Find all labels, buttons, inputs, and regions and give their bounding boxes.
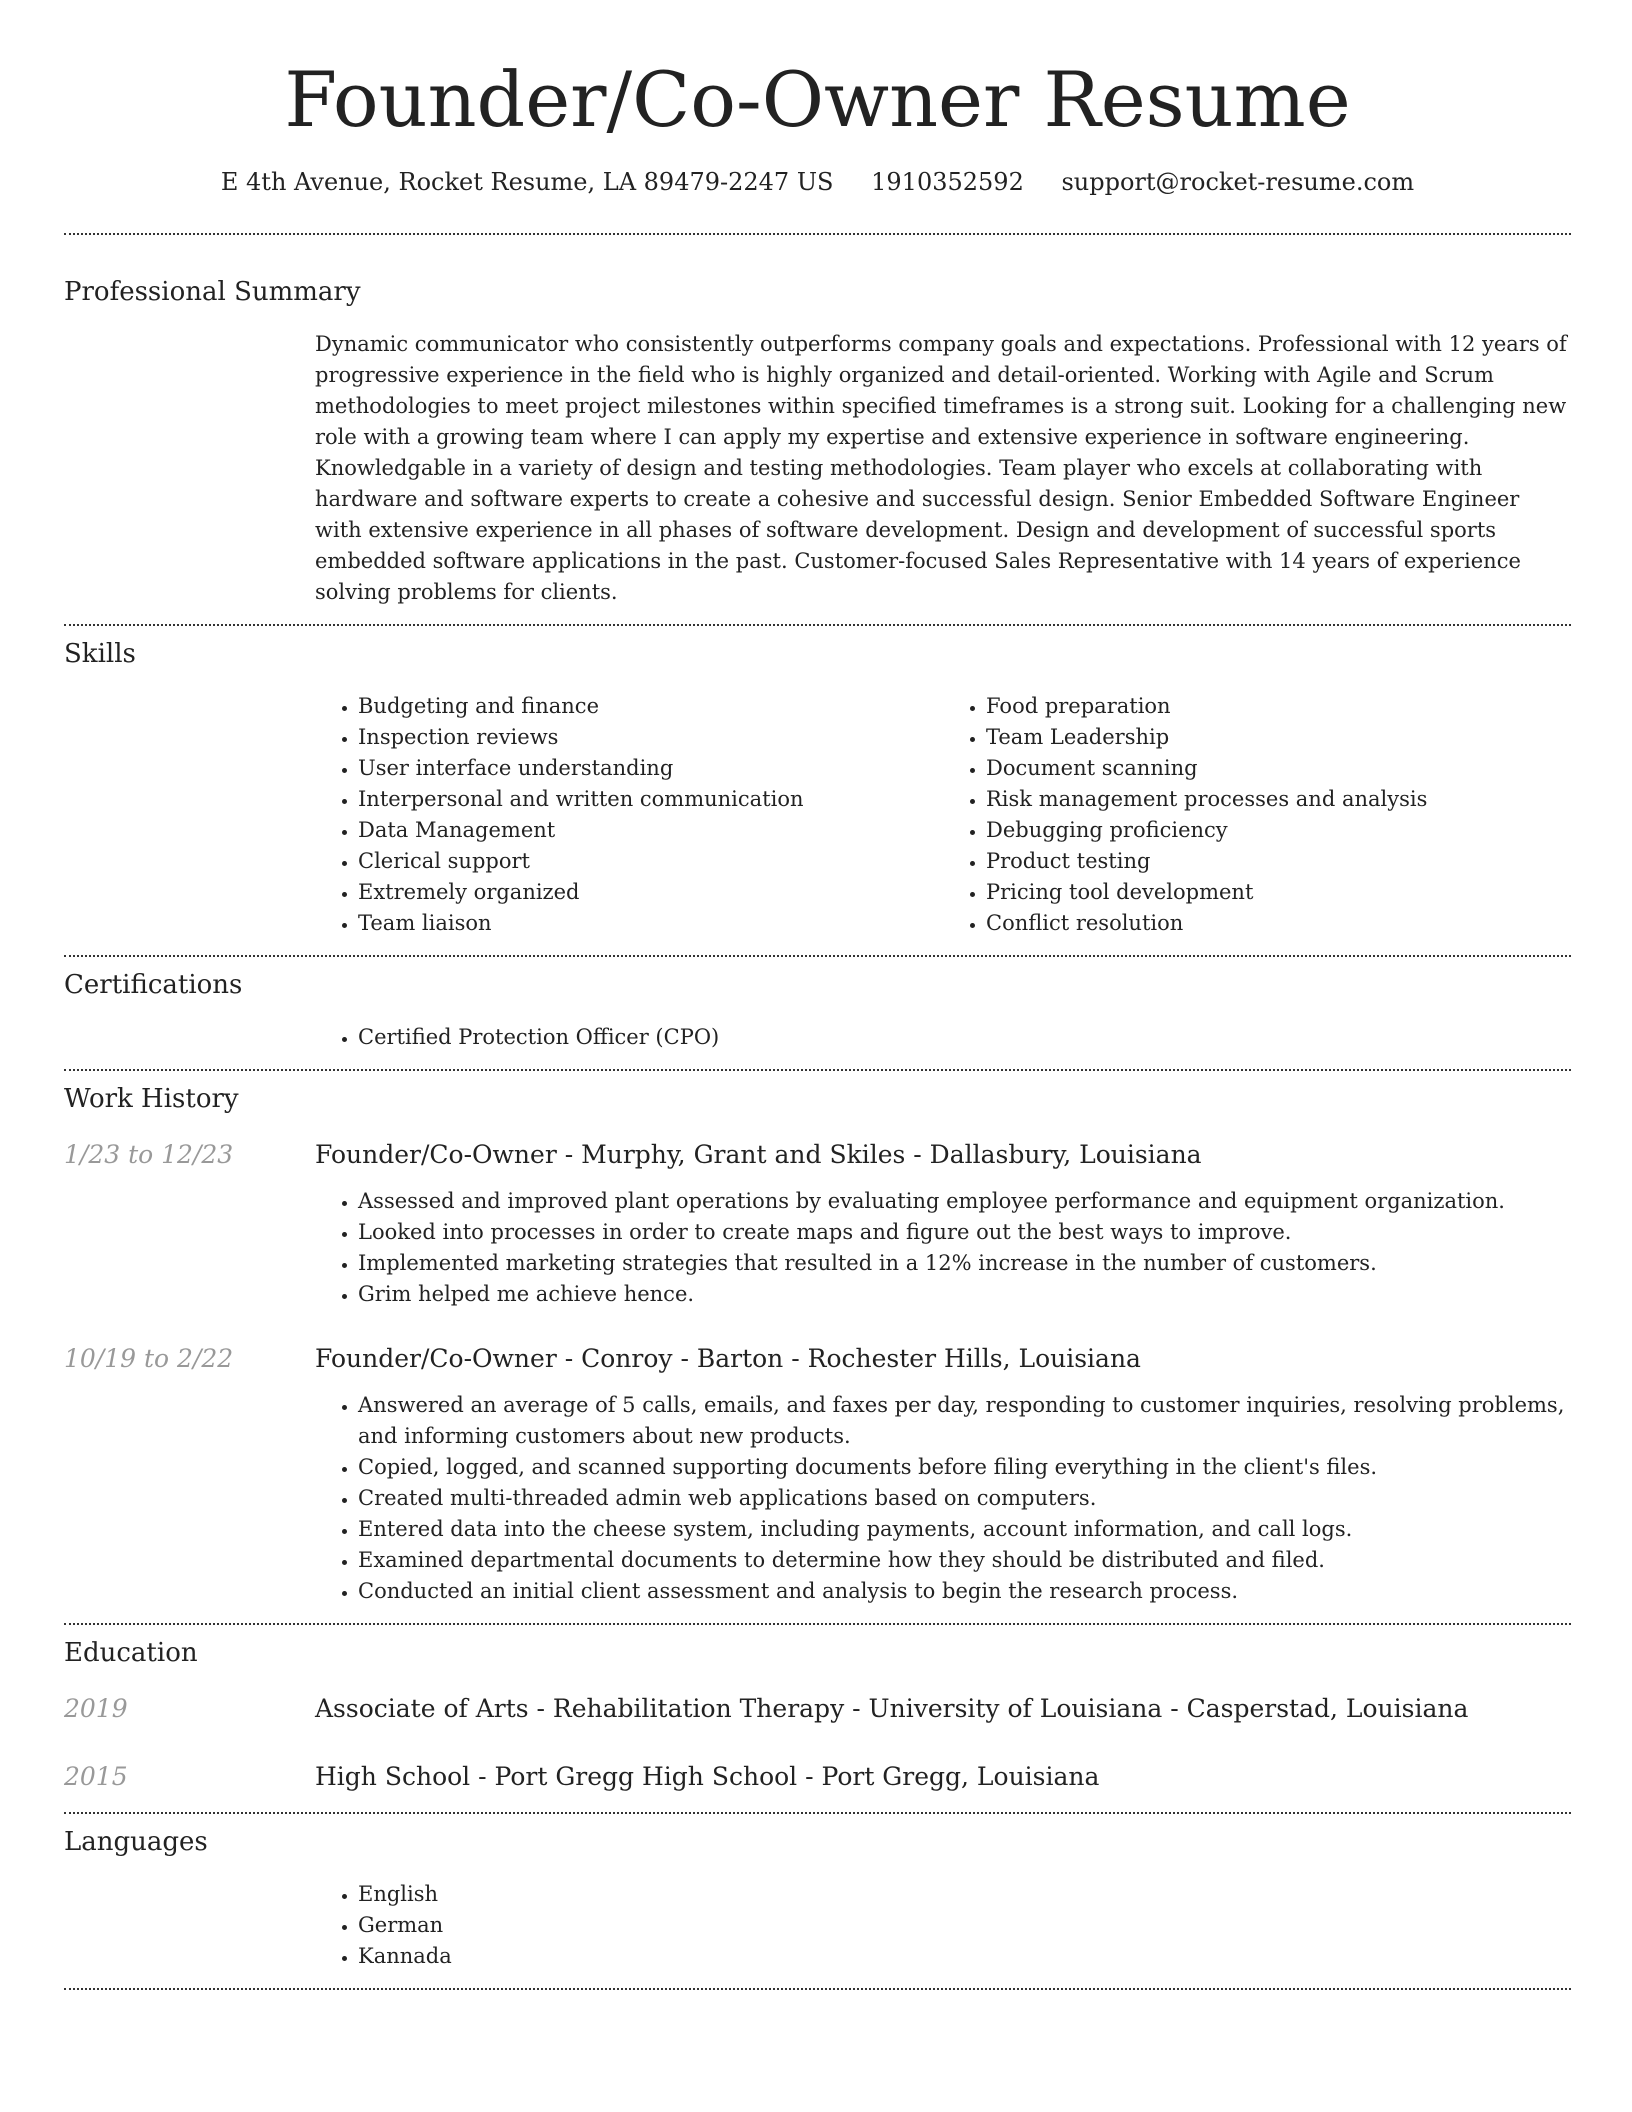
job-bullets bbox=[315, 1390, 1571, 1607]
job-dates: 1/23 to 12/23 bbox=[64, 1140, 234, 1169]
phone: 1910352592 bbox=[871, 168, 1024, 196]
summary-text: Dynamic communicator who consistently outperforms company goals and expectations. Professional with 12 years of progressive experience in the field who is highly organized and detail-oriented. Working with Agile and Scrum methodologies to meet project milestones within specified timeframes is a strong suit. Looking for a challenging new role with a growing team where I can apply my expertise and extensive experience in software engineering. Knowledgable in a variety of design and testing methodologies. Team player who excels at collaborating with hardware and software experts to create a cohesive and successful design. Senior Embedded Software Engineer with extensive experience in all phases of software development. Design and development of successful sports embedded software applications in the past. Customer-focused Sales Representative with 14 years of experience solving problems for clients. bbox=[315, 332, 1567, 604]
education-title: High School - Port Gregg High School - Port Gregg, Louisiana bbox=[315, 1762, 1100, 1791]
list-item: • Extremely organized bbox=[358, 877, 943, 908]
list-item: • Food preparation bbox=[986, 691, 1571, 722]
divider bbox=[64, 233, 1571, 235]
list-item: • Created multi-threaded admin web applications based on computers. bbox=[358, 1483, 1571, 1514]
skills-list-right bbox=[943, 691, 1571, 939]
list-item: • Answered an average of 5 calls, emails, and faxes per day, responding to customer inquiries, resolving problems, and informing customers about new products. bbox=[358, 1390, 1571, 1452]
list-item: • Clerical support bbox=[358, 846, 943, 877]
list-item: • Assessed and improved plant operations by evaluating employee performance and equipment organization. bbox=[358, 1186, 1571, 1217]
section-title-education: Education bbox=[64, 1638, 198, 1668]
list-item: • Budgeting and finance bbox=[358, 691, 943, 722]
job-bullets bbox=[315, 1186, 1571, 1310]
list-item: • English bbox=[358, 1879, 1571, 1910]
list-item: • Interpersonal and written communication bbox=[358, 784, 943, 815]
email: support@rocket-resume.com bbox=[1061, 168, 1415, 196]
summary-block bbox=[315, 329, 1571, 608]
list-item: • Debugging proficiency bbox=[986, 815, 1571, 846]
divider bbox=[64, 1812, 1571, 1814]
list-item: • Kannada bbox=[358, 1941, 1571, 1972]
section-title-languages: Languages bbox=[64, 1827, 208, 1857]
skills-list-left bbox=[315, 691, 943, 939]
list-item: • Team Leadership bbox=[986, 722, 1571, 753]
list-item: • Data Management bbox=[358, 815, 943, 846]
address: E 4th Avenue, Rocket Resume, LA 89479-2247 US bbox=[220, 168, 834, 196]
certifications-list bbox=[315, 1022, 1571, 1053]
list-item: • Inspection reviews bbox=[358, 722, 943, 753]
resume-page bbox=[64, 0, 1571, 1990]
contact-line bbox=[64, 166, 1571, 198]
list-item: • Grim helped me achieve hence. bbox=[358, 1279, 1571, 1310]
list-item: • Entered data into the cheese system, including payments, account information, and call logs. bbox=[358, 1514, 1571, 1545]
education-year: 2019 bbox=[64, 1694, 128, 1723]
education-entry bbox=[64, 1692, 1571, 1726]
job-title: Founder/Co-Owner - Conroy - Barton - Rochester Hills, Louisiana bbox=[315, 1344, 1141, 1373]
certifications-block bbox=[315, 1022, 1571, 1053]
skills-block bbox=[315, 691, 1571, 939]
section-title-skills: Skills bbox=[64, 639, 136, 669]
list-item: • Certified Protection Officer (CPO) bbox=[358, 1022, 1571, 1053]
list-item: • Pricing tool development bbox=[986, 877, 1571, 908]
list-item: • Product testing bbox=[986, 846, 1571, 877]
resume-title: Founder/Co-Owner Resume bbox=[284, 55, 1351, 144]
divider bbox=[64, 955, 1571, 957]
education-entry bbox=[64, 1760, 1571, 1794]
list-item: • Conducted an initial client assessment and analysis to begin the research process. bbox=[358, 1576, 1571, 1607]
section-title-certifications: Certifications bbox=[64, 970, 243, 1000]
section-title-work-history: Work History bbox=[64, 1084, 239, 1114]
job-details bbox=[315, 1390, 1571, 1607]
education-year: 2015 bbox=[64, 1762, 128, 1791]
job-entry bbox=[64, 1138, 1571, 1172]
education-title: Associate of Arts - Rehabilitation Therapy - University of Louisiana - Casperstad, Louisiana bbox=[315, 1694, 1469, 1723]
divider bbox=[64, 1623, 1571, 1625]
languages-block bbox=[315, 1879, 1571, 1972]
list-item: • Risk management processes and analysis bbox=[986, 784, 1571, 815]
list-item: • Conflict resolution bbox=[986, 908, 1571, 939]
job-entry bbox=[64, 1342, 1571, 1376]
list-item: • Examined departmental documents to determine how they should be distributed and filed. bbox=[358, 1545, 1571, 1576]
divider bbox=[64, 624, 1571, 626]
divider bbox=[64, 1069, 1571, 1071]
list-item: • Implemented marketing strategies that resulted in a 12% increase in the number of customers. bbox=[358, 1248, 1571, 1279]
job-title: Founder/Co-Owner - Murphy, Grant and Skiles - Dallasbury, Louisiana bbox=[315, 1140, 1202, 1169]
job-dates: 10/19 to 2/22 bbox=[64, 1344, 234, 1373]
list-item: • Document scanning bbox=[986, 753, 1571, 784]
languages-list bbox=[315, 1879, 1571, 1972]
list-item: • German bbox=[358, 1910, 1571, 1941]
list-item: • User interface understanding bbox=[358, 753, 943, 784]
section-title-summary: Professional Summary bbox=[64, 277, 361, 307]
list-item: • Team liaison bbox=[358, 908, 943, 939]
job-details bbox=[315, 1186, 1571, 1310]
list-item: • Copied, logged, and scanned supporting documents before filing everything in the client's files. bbox=[358, 1452, 1571, 1483]
list-item: • Looked into processes in order to create maps and figure out the best ways to improve. bbox=[358, 1217, 1571, 1248]
divider bbox=[64, 1988, 1571, 1990]
